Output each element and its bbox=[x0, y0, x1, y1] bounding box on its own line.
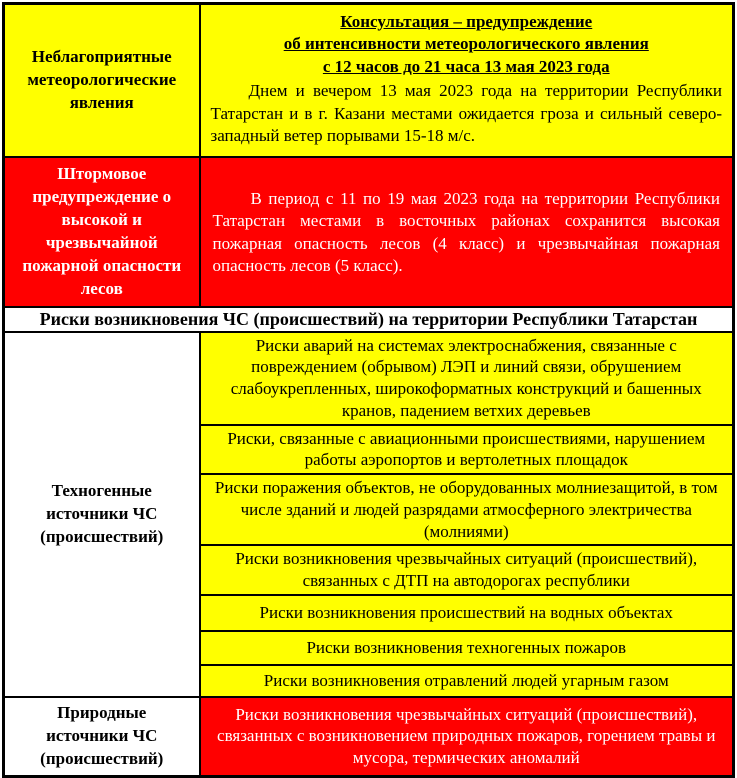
natural-sources-label: Природные источники ЧС (происшествий) bbox=[4, 697, 200, 776]
warning-table bbox=[2, 2, 735, 778]
adverse-weather-label: Неблагоприятные метеорологические явления bbox=[4, 4, 200, 157]
storm-warning-label: Штормовое предупреждение о высокой и чрезвычайной пожарной опасности лесов bbox=[4, 157, 200, 307]
risk-lightning: Риски поражения объектов, не оборудованных молниезащитой, в том числе зданий и людей разрядами атмосферного электричества (молниями) bbox=[200, 474, 734, 545]
storm-warning-cell bbox=[200, 157, 734, 307]
row-natural-sources bbox=[4, 697, 734, 776]
row-adverse-weather bbox=[4, 4, 734, 157]
risk-aviation: Риски, связанные с авиационными происшествиями, нарушением работы аэропортов и вертолетных площадок bbox=[200, 425, 734, 475]
risk-technogenic-fires: Риски возникновения техногенных пожаров bbox=[200, 631, 734, 665]
risk-natural-fires: Риски возникновения чрезвычайных ситуаций (происшествий), связанных с возникновением природных пожаров, горением травы и мусора, термических аномалий bbox=[200, 697, 734, 776]
consultation-cell bbox=[200, 4, 734, 157]
consultation-heading bbox=[211, 11, 723, 78]
consultation-heading-line-2: об интенсивности метеорологического явления bbox=[283, 34, 649, 54]
section-header: Риски возникновения ЧС (происшествий) на территории Республики Татарстан bbox=[4, 307, 734, 332]
risk-power-lines: Риски аварий на системах электроснабжения, связанные с повреждением (обрывом) ЛЭП и линий связи, обрушением слабоукрепленных, широкоформатных конструкций и башенных кранов, падением ветхих деревьев bbox=[200, 332, 734, 425]
technogenic-sources-label: Техногенные источники ЧС (происшествий) bbox=[4, 332, 200, 697]
storm-warning-body: В период с 11 по 19 мая 2023 года на территории Республики Татарстан местами в восточных районах сохранится высокая пожарная опасность лесов (4 класс) и чрезвычайная пожарная опасность лесов (5 класс). bbox=[212, 188, 720, 276]
row-risk-power bbox=[4, 332, 734, 425]
risk-co-poisoning: Риски возникновения отравлений людей угарным газом bbox=[200, 665, 734, 697]
consultation-heading-line-1: Консультация – предупреждение bbox=[340, 12, 593, 31]
row-section-header bbox=[4, 307, 734, 332]
risk-water-objects: Риски возникновения происшествий на водных объектах bbox=[200, 595, 734, 631]
risk-road-accidents: Риски возникновения чрезвычайных ситуаций (происшествий), связанных с ДТП на автодорогах республики bbox=[200, 545, 734, 595]
consultation-heading-line-3: с 12 часов до 21 часа 13 мая 2023 года bbox=[322, 56, 610, 76]
consultation-body: Днем и вечером 13 мая 2023 года на территории Республики Татарстан и в г. Казани местами ожидается гроза и сильный северо-западный ветер порывами 15-18 м/с. bbox=[210, 81, 722, 146]
row-storm-warning bbox=[4, 157, 734, 307]
